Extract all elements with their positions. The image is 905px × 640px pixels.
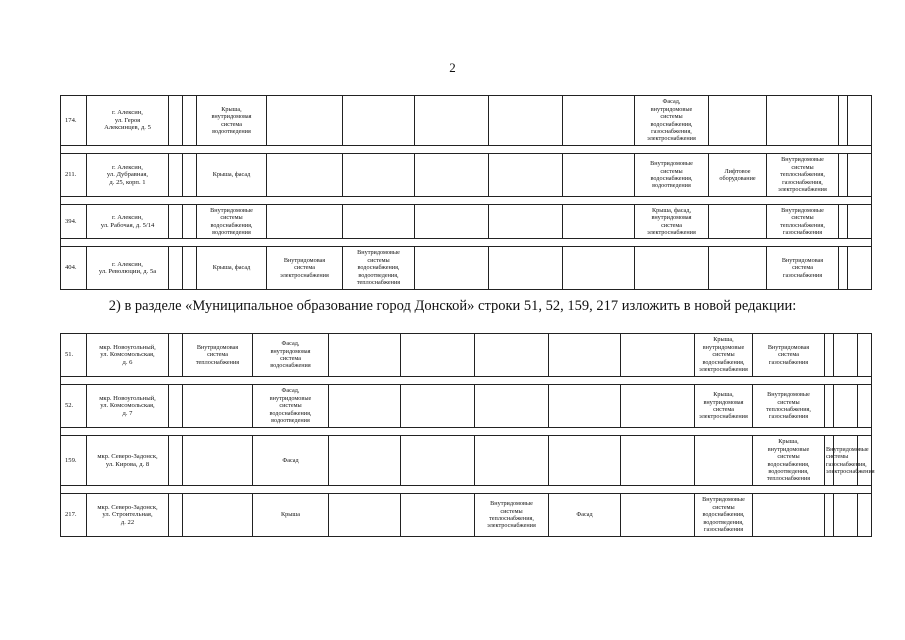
work-cell (169, 494, 183, 537)
work-cell: Крыша, фасад, внутридомовая система электроснабжения (635, 205, 709, 239)
row-number: 404. (61, 247, 87, 290)
work-cell (848, 96, 872, 146)
work-cell: Внутридомовые системы водоснабжения, водоотведения, теплоснабжения (343, 247, 415, 290)
table-row (61, 385, 872, 428)
row-gap-cell (61, 197, 872, 205)
row-number: 211. (61, 154, 87, 197)
work-cell (169, 96, 183, 146)
work-cell (183, 494, 253, 537)
work-cell: Внутридомовые системы водоснабжения, водоотведения (635, 154, 709, 197)
work-cell: Внутридомовая система электроснабжения (267, 247, 343, 290)
work-cell: Фасад (549, 494, 621, 537)
work-cell: Внутридомовые системы теплоснабжения, электроснабжения (475, 494, 549, 537)
work-cell (343, 96, 415, 146)
page-number: 2 (449, 60, 456, 75)
table-row (61, 334, 872, 377)
work-cell (489, 96, 563, 146)
work-cell: Крыша, фасад (197, 247, 267, 290)
work-cell (329, 385, 401, 428)
table-row (61, 205, 872, 239)
work-cell (401, 385, 475, 428)
work-cell: Фасад, внутридомовая система водоснабжения (253, 334, 329, 377)
work-cell (621, 385, 695, 428)
work-cell (267, 154, 343, 197)
row-gap-cell (61, 146, 872, 154)
work-cell: Крыша, внутридомовые системы водоснабжения, электроснабжения (695, 334, 753, 377)
work-cell (401, 334, 475, 377)
work-cell (635, 247, 709, 290)
address-cell: мкр. Новоугольный, ул. Комсомольская, д. 7 (87, 385, 169, 428)
work-cell (169, 154, 183, 197)
work-cell (825, 385, 834, 428)
work-cell: Крыша, внутридомовые системы водоснабжения, водоотведения, теплоснабжения (753, 436, 825, 486)
address-cell: г. Алексин, ул. Революции, д. 5а (87, 247, 169, 290)
work-cell (825, 334, 834, 377)
work-cell: Крыша (253, 494, 329, 537)
work-cell: Внутридомовые системы теплоснабжения, газоснабжения (767, 205, 839, 239)
work-cell (767, 96, 839, 146)
work-cell (183, 154, 197, 197)
work-cell (834, 334, 858, 377)
row-gap (61, 239, 872, 247)
work-cell (267, 205, 343, 239)
work-cell (329, 494, 401, 537)
work-cell (834, 385, 858, 428)
work-cell (183, 385, 253, 428)
row-gap (61, 197, 872, 205)
row-number: 51. (61, 334, 87, 377)
work-cell (343, 205, 415, 239)
row-number: 394. (61, 205, 87, 239)
row-gap (61, 146, 872, 154)
work-cell (329, 436, 401, 486)
address-cell: мкр. Северо-Задонск, ул. Кирова, д. 8 (87, 436, 169, 486)
work-cell (401, 436, 475, 486)
work-cell (169, 385, 183, 428)
work-cell (825, 494, 834, 537)
address-cell: г. Алексин, ул. Героя Алексинцев, д. 5 (87, 96, 169, 146)
work-cell (621, 334, 695, 377)
register-table-donskoy (60, 333, 875, 537)
work-cell: Внутридомовая система газоснабжения (753, 334, 825, 377)
work-cell (183, 205, 197, 239)
work-cell (489, 205, 563, 239)
work-cell (858, 334, 872, 377)
work-cell (343, 154, 415, 197)
work-cell (267, 96, 343, 146)
work-cell (169, 247, 183, 290)
table-row (61, 247, 872, 290)
work-cell: Лифтовое оборудование (709, 154, 767, 197)
work-cell: Внутридомовые системы газоснабжения, электроснабжения (825, 436, 834, 486)
address-cell: мкр. Северо-Задонск, ул. Строительная, д. 22 (87, 494, 169, 537)
address-cell: мкр. Новоугольный, ул. Комсомольская, д. 6 (87, 334, 169, 377)
work-cell (848, 154, 872, 197)
work-cell (563, 154, 635, 197)
work-cell (621, 436, 695, 486)
section-heading: 2) в разделе «Муниципальное образование город Донской» строки 51, 52, 159, 217 изложить в новой редакции: (108, 298, 797, 314)
table-row (61, 96, 872, 146)
work-cell (563, 205, 635, 239)
work-cell (415, 96, 489, 146)
work-cell (415, 205, 489, 239)
row-gap-cell (61, 486, 872, 494)
work-cell: Внутридомовые системы водоснабжения, водоотведения (197, 205, 267, 239)
work-cell: Крыша, внутридомовая система электроснабжения (695, 385, 753, 428)
work-cell (839, 154, 848, 197)
work-cell (709, 247, 767, 290)
address-cell: г. Алексин, ул. Рабочая, д. 5/14 (87, 205, 169, 239)
row-gap-cell (61, 428, 872, 436)
work-cell (415, 247, 489, 290)
work-cell (848, 205, 872, 239)
work-cell (169, 334, 183, 377)
work-cell (695, 436, 753, 486)
work-cell (169, 205, 183, 239)
row-gap (61, 486, 872, 494)
work-cell (621, 494, 695, 537)
work-cell: Внутридомовая система теплоснабжения (183, 334, 253, 377)
table-row (61, 154, 872, 197)
row-gap (61, 377, 872, 385)
work-cell (489, 247, 563, 290)
register-table-alexin (60, 95, 872, 290)
row-gap (61, 428, 872, 436)
work-cell: Внутридомовые системы водоснабжения, водоотведения, газоснабжения (695, 494, 753, 537)
work-cell: Фасад (253, 436, 329, 486)
table1-body (61, 96, 872, 290)
work-cell: Крыша, фасад (197, 154, 267, 197)
work-cell (183, 96, 197, 146)
work-cell: Внутридомовые системы теплоснабжения, газоснабжения, электроснабжения (767, 154, 839, 197)
work-cell: Фасад, внутридомовые системы водоснабжения, водоотведения (253, 385, 329, 428)
table2-body (61, 334, 875, 537)
work-cell (858, 385, 872, 428)
work-cell (839, 205, 848, 239)
work-cell (183, 247, 197, 290)
work-cell (549, 334, 621, 377)
address-cell: г. Алексин, ул. Дубравная, д. 25, корп. 1 (87, 154, 169, 197)
work-cell (858, 494, 872, 537)
work-cell (753, 494, 825, 537)
row-number: 159. (61, 436, 87, 486)
work-cell (549, 436, 621, 486)
work-cell (563, 96, 635, 146)
row-number: 174. (61, 96, 87, 146)
work-cell (839, 96, 848, 146)
work-cell (709, 96, 767, 146)
work-cell (169, 436, 183, 486)
work-cell (475, 334, 549, 377)
work-cell: Крыша, внутридомовая система водоотведения (197, 96, 267, 146)
work-cell (415, 154, 489, 197)
work-cell (183, 436, 253, 486)
work-cell: Внутридомовые системы теплоснабжения, газоснабжения (753, 385, 825, 428)
row-number: 52. (61, 385, 87, 428)
work-cell (549, 385, 621, 428)
work-cell (839, 247, 848, 290)
work-cell (475, 436, 549, 486)
row-gap-cell (61, 377, 872, 385)
work-cell (848, 247, 872, 290)
row-number: 217. (61, 494, 87, 537)
work-cell (329, 334, 401, 377)
work-cell (489, 154, 563, 197)
work-cell (709, 205, 767, 239)
work-cell (834, 494, 858, 537)
table-row (61, 494, 872, 537)
work-cell (563, 247, 635, 290)
work-cell (401, 494, 475, 537)
row-gap-cell (61, 239, 872, 247)
work-cell: Внутридомовая система газоснабжения (767, 247, 839, 290)
work-cell (475, 385, 549, 428)
work-cell: Фасад, внутридомовые системы водоснабжения, газоснабжения, электроснабжения (635, 96, 709, 146)
table-row (61, 436, 872, 486)
